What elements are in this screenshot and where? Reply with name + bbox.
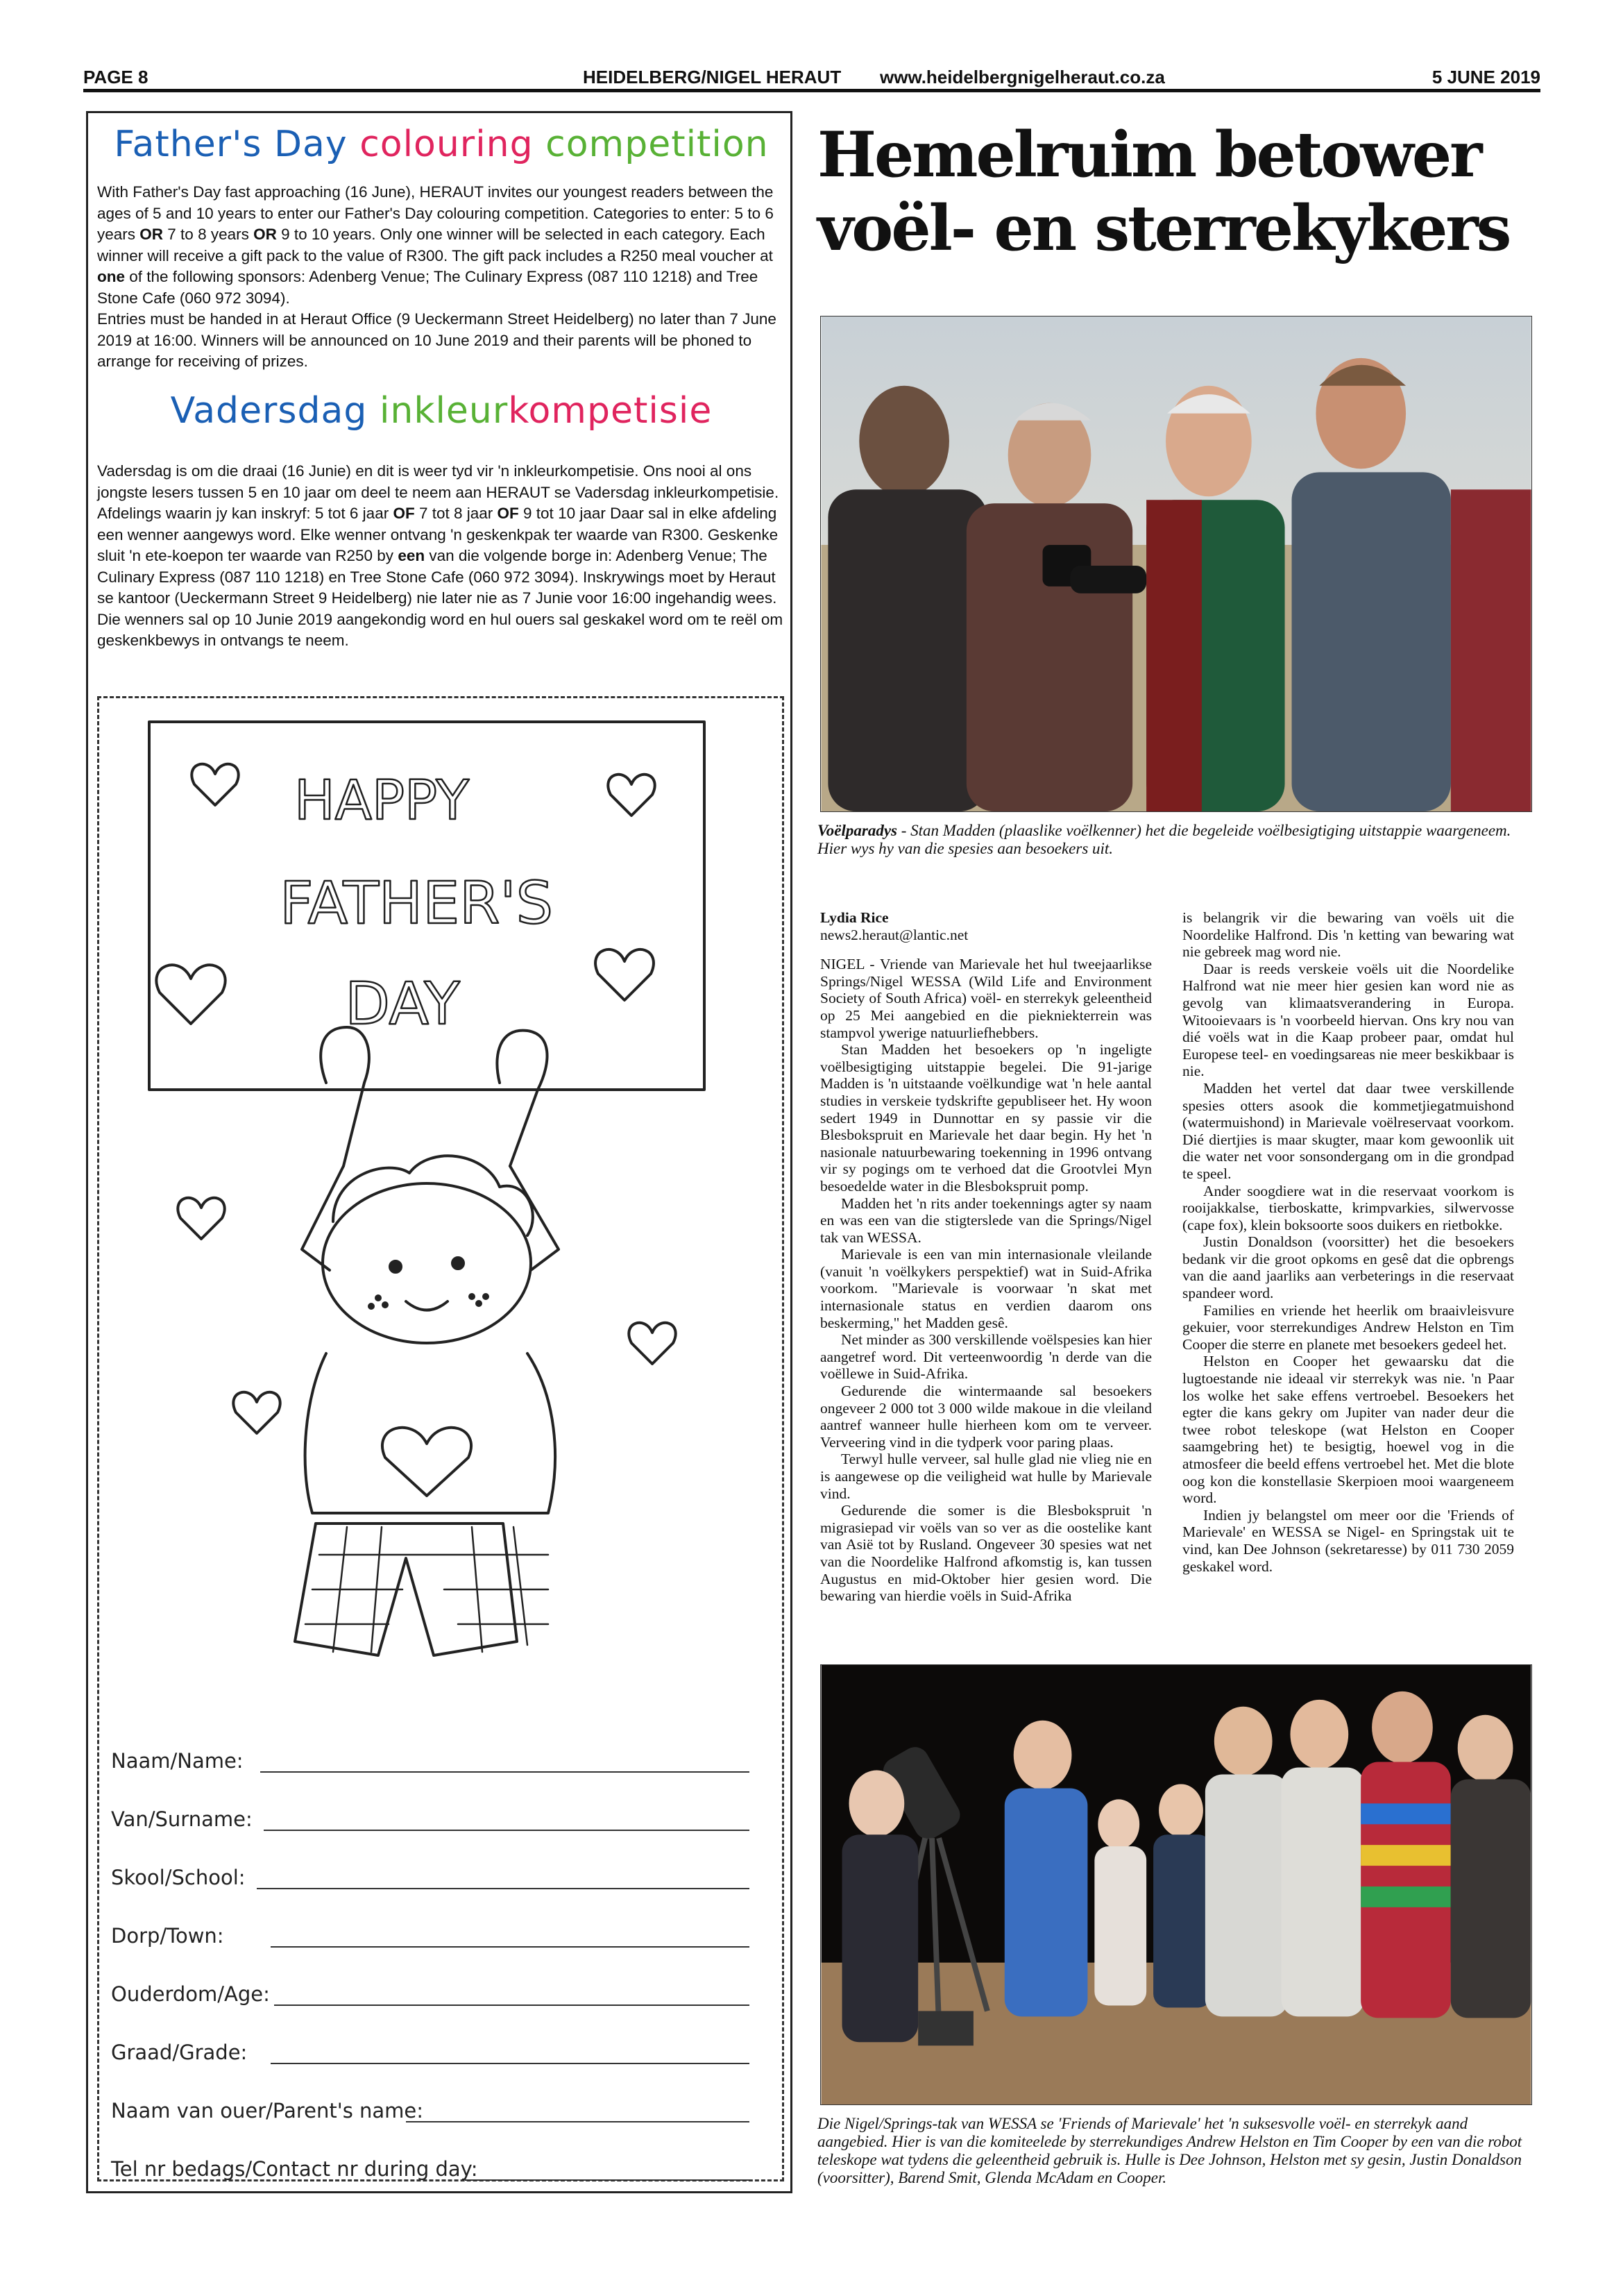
article-paragraph: Daar is reeds verskeie voëls uit die Noordelike Halfrond wat nie meer hier gesien kan word nie as gevolg van klimaatsverandering in Europa. Witooievaars is 'n voorbeeld hiervan. Ons kry nou van dié voëls wat in die Kaap probeer paar, omdat hul Europese teel- en voedingsareas nie meer beskikbaar is nie. [1182,960,1514,1080]
photo2-caption: Die Nigel/Springs-tak van WESSA se 'Friends of Marievale' het 'n suksesvolle voël- en sterrekyk aand aangebied. Hier is van die komiteelede by sterrekundiges Andrew Helston en Tim Cooper by een van die robot teleskope wat tydens die geleentheid gebruik is. Hulle is Dee Johnson, Helston met sy gesin, Justin Donaldson (voorsitter), Barend Smit, Glenda McAdam en Cooper. [817,2115,1522,2186]
heart-icon [382,1428,471,1496]
article-paragraph: is belangrik vir die bewaring van voëls uit die Noordelike Halfrond. Dis 'n ketting van bewaring wat nie gebreek mag word nie. [1182,909,1514,961]
masthead [83,64,1540,89]
competition-title-af: Vadersdag inkleurkompetisie [170,390,713,432]
heart-icon [608,775,654,816]
article-paragraph: NIGEL - Vriende van Marievale het hul tweejaarlikse Springs/Nigel WESSA (Wild Life and Environment Society of South Africa) voël- en sterrekyk geleentheid op 25 Mei aangebied en die piekniekterrein was stampvol ywerige natuurliefhebbers. [820,956,1152,1041]
form-field-grade[interactable]: Graad/Grade: [111,2034,777,2075]
article-paragraph: Ander soogdiere wat in die reservaat voorkom is rooijakkalse, tierboskatte, krimpvarkies, silwervosse (cape fox), klein boksoorte soos duikers en rietbokke. [1182,1182,1514,1233]
article-paragraph: Helston en Cooper het gewaarsku dat die lugtoestande nie ideaal vir sterrekyk was nie. 'n Paar los wolke het sake effens vertroebel. Besoekers het egter die kans gekry om Jupiter van nader deur die twee robot teleskope (wat Helston en Cooper saamgebring het) te besigtig, hoewel vog in die atmosfeer die beeld effens vertroebel het. Met die blote oog kon die konstellasie Skerpioen mooi waargeneem word. [1182,1353,1514,1507]
competition-text-af [97,461,784,652]
website-link[interactable]: www.heidelbergnigelheraut.co.za [880,67,1165,87]
heart-icon [156,965,225,1024]
form-field-school[interactable]: Skool/School: [111,1859,777,1900]
right-hand [497,1031,547,1166]
article-author: Lydia Rice [820,909,889,926]
form-field-parent[interactable]: Naam van ouer/Parent's name: [111,2092,777,2134]
competition-af-paragraph-1: Vadersdag is om die draai (16 Junie) en dit is weer tyd vir 'n inkleurkompetisie. Ons nooi al ons jongste lesers tussen 5 en 10 jaar om deel te neem aan HERAUT se Vadersdag inkleurkompetisie. Afdelings waarin jy kan inskryf: 5 tot 6 jaar OF 7 tot 8 jaar OF 9 tot 10 jaar Daar sal in elke afdeling een wenner aangewys word. Elke wenner ontvang 'n geskenkpak ter waarde van R300. Geskenke sluit 'n ete-koepon ter waarde van R250 by een van die volgende borge in: Adenberg Venue; The Culinary Express (087 110 1218) en Tree Stone Cafe (060 972 3094). Inskrywings moet by Heraut se kantoor (Ueckermann Street 9 Heidelberg) nie later nie as 7 Junie voor 16:00 ingehandig wees. [97,462,779,607]
form-field-age[interactable]: Ouderdom/Age: [111,1975,777,2017]
child-hair [333,1156,533,1235]
stargazing-group-photo [820,1664,1532,2105]
article-author-email[interactable]: news2.heraut@lantic.net [820,926,969,943]
sign-text-happy: HAPPY [294,770,470,832]
article-paragraph: Madden het 'n rits ander toekennings agter sy naam en was een van die stigterslede van die Springs/Nigel tak van WESSA. [820,1195,1152,1246]
article-paragraph: Madden het vertel dat daar twee verskillende spesies otters asook die kommetjiegatmuishond (watermuishond) in Marievale voëlreservaat voorkom. Dié diertjies is maar skugter, maar kom gewoonlik uit die water net voor sonsondergang om in die grondpad te speel. [1182,1079,1514,1182]
competition-title-en: Father's Day colouring competition [114,124,769,165]
masthead-rule [83,89,1540,92]
article-paragraph: Net minder as 300 verskillende voëlspesies kan hier aangetref word. Dit verteenwoordig 'n derde van die voëllewe in Suid-Afrika. [820,1331,1152,1383]
competition-text-en [97,182,784,373]
form-field-name[interactable]: Naam/Name: [111,1742,777,1784]
heart-icon [595,949,654,1000]
article-column-1 [820,909,1152,1605]
article-paragraph: Gedurende die somer is die Blesbokspruit 'n migrasiepad vir voëls van so ver as die oostelike kant van Asië tot by Rusland. Ongeveer 30 spesies wat net van die Noordelike Halfrond afkomstig is, kan tussen Augustus en mid-Oktober hier gesien word. Die bewaring van hierdie voëls in Suid-Afrika [820,1502,1152,1605]
colouring-picture [111,708,777,1707]
child-shirt [305,1353,555,1513]
sign-text-fathers: FATHER'S [280,869,553,937]
competition-af-paragraph-2: Die wenners sal op 10 Junie 2019 aangekondig word en hul ouers sal geskakel word om te reël om geskenkbewys in ontvangs te neem. [97,610,783,649]
sign-text-day: DAY [345,970,460,1038]
article-paragraph: Families en vriende het heerlik om braaivleisvure gekuier, voor sterrekundiges Andrew Helston en Tim Cooper die sterre en planete met besoekers gedeel het. [1182,1301,1514,1353]
child-head [323,1183,531,1343]
article-paragraph: Stan Madden het besoekers op 'n ingeligte voëlbesigtiging uitstappie begelei. Die 91-jarige Madden is 'n uitstaande voëlkundige wat 'n hele aantal studies in verskeie tydskrifte gepubliseer het. Hy woon sedert 1949 in Dunnottar en sy passie vir die Blesbokspruit en Marievale het daar begin. Hy het 'n nasionale natuurbewaring toekenning in 1996 ontvang vir sy pogings om te verhoed dat die Grootvlei Myn besoedelde water in die Blesbokspruit pomp. [820,1041,1152,1195]
article-paragraph: Terwyl hulle verveer, sal hulle glad nie vlieg nie en is aangewese op die veiligheid wat hulle by Marievale vind. [820,1451,1152,1502]
article-paragraph: Marievale is een van min internasionale vleilande (vanuit 'n voëlkykers perspektief) wat in Suid-Afrika voorkom. "Marievale is voorwaar 'n skat met internasionale status en verdien daarom ons beskerming," het Madden gesê. [820,1246,1152,1331]
article-paragraph: Gedurende die wintermaande sal besoekers ongeveer 2 000 tot 3 000 wilde makoue in die vleiland aantref wanneer hulle hierheen kom om te verveer. Verveering vind in die tydperk voor paring plaas. [820,1383,1152,1451]
heart-icon [233,1392,280,1433]
competition-en-paragraph-2: Entries must be handed in at Heraut Office (9 Ueckermann Street Heidelberg) no later than 7 June 2019 at 16:00. Winners will be announced on 10 June 2019 and their parents will be phoned to arrange for receiving of prizes. [97,310,776,370]
form-field-town[interactable]: Dorp/Town: [111,1917,777,1959]
heart-icon [192,764,238,805]
paper-name: HEIDELBERG/NIGEL HERAUT [583,67,842,87]
left-hand [321,1027,369,1166]
heart-icon [178,1198,224,1239]
article-paragraph: Justin Donaldson (voorsitter) het die besoekers bedank vir die groot opkoms en gesê dat die opbrengs van die aand jaarliks aan verbeterings in die reservaat spandeer word. [1182,1233,1514,1302]
article-headline: Hemelruim betower voël- en sterrekykers [817,118,1510,265]
form-field-contact[interactable]: Tel nr bedags/Contact nr during day: [111,2150,777,2192]
page-number: PAGE 8 [83,67,148,87]
birdwatchers-photo [820,316,1532,812]
heart-icon [629,1323,675,1364]
competition-en-paragraph-1: With Father's Day fast approaching (16 June), HERAUT invites our youngest readers between the ages of 5 and 10 years to enter our Father's Day colouring competition. Categories to enter: 5 to 6 years OR 7 to 8 years OR 9 to 10 years. Only one winner will be selected in each category. Each winner will receive a gift pack to the value of R300. The gift pack includes a R250 meal voucher at one of the following sponsors: Adenberg Venue; The Culinary Express (087 110 1218) and Tree Stone Cafe (060 972 3094). [97,183,774,307]
form-field-surname[interactable]: Van/Surname: [111,1800,777,1842]
photo1-caption: Voëlparadys - Stan Madden (plaaslike voëlkenner) het die begeleide voëlbesigtiging uitstappie waargeneem. Hier wys hy van die spesies aan besoekers uit. [817,822,1511,857]
issue-date: 5 JUNE 2019 [1431,67,1540,87]
article-paragraph: Indien jy belangstel om meer oor die 'Friends of Marievale' en WESSA se Nigel- en Springstak uit te vind, kan Dee Johnson (sekretaresse) by 011 730 2059 geskakel word. [1182,1506,1514,1575]
article-column-2 [1182,909,1514,1575]
